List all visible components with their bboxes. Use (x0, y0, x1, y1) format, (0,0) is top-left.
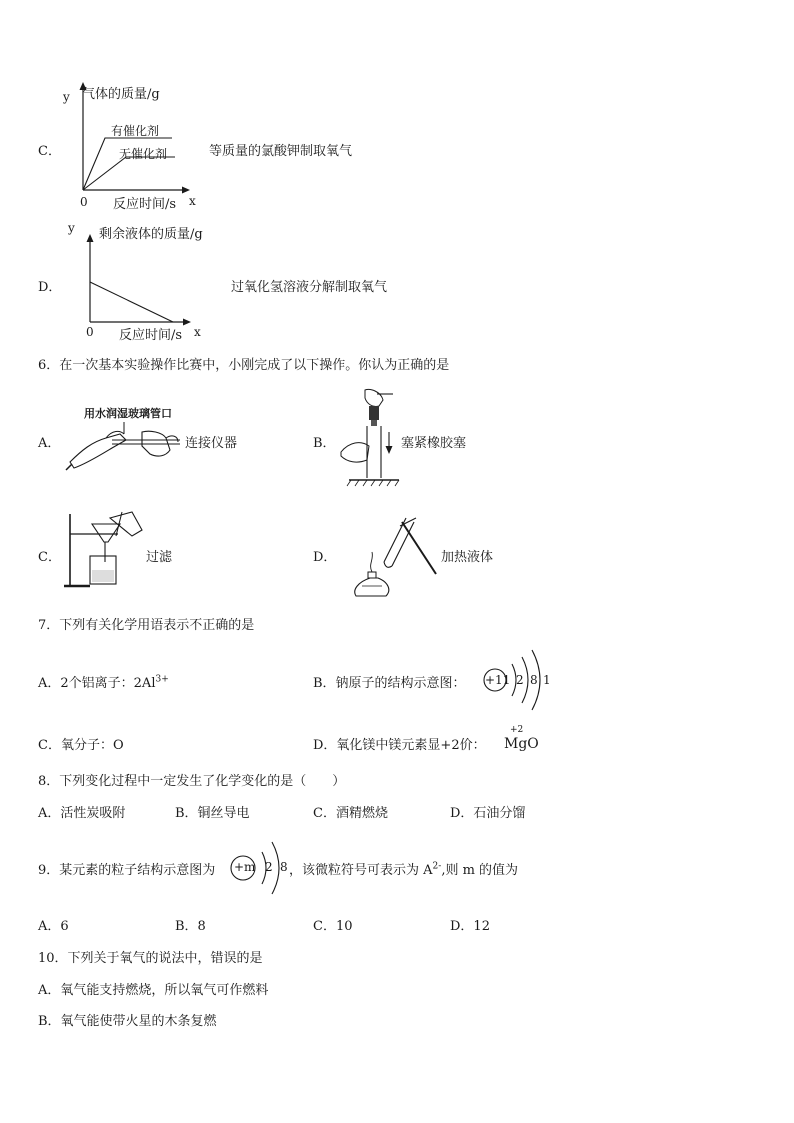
q6-a-label: 连接仪器 (185, 436, 238, 451)
sodium-shell-2: 8 (530, 673, 538, 687)
mgo-formula: MgO (504, 736, 539, 752)
q7-a-option[interactable]: A．2个铝离子：$2Al^{3+}$ (38, 674, 169, 691)
q8-stem: 8．下列变化过程中一定发生了化学变化的是（ ） (38, 774, 346, 789)
q9-stem-start: 9．某元素的粒子结构示意图为 (38, 863, 216, 878)
q6-stem: 6．在一次基本实验操作比赛中，小刚完成了以下操作。你认为正确的是 (38, 358, 450, 373)
q7-stem: 7．下列有关化学用语表示不正确的是 (38, 618, 255, 633)
q9-shell-2: 8 (280, 860, 288, 874)
q7-d-option[interactable]: D．氧化镁中镁元素显+2价： (313, 738, 486, 753)
q8-option-a[interactable]: A．活性炭吸附 (38, 806, 126, 821)
q6-a-letter: A． (38, 436, 61, 451)
q6-c-letter: C． (38, 550, 61, 565)
q6-d-letter: D． (313, 550, 337, 565)
q5c-y-axis-letter: y (63, 90, 70, 104)
q5c-line2-label: 无催化剂 (119, 147, 168, 161)
q5-option-c-letter: C． (38, 144, 61, 159)
q9-option-a[interactable]: A．6 (38, 919, 69, 934)
q10-stem: 10．下列关于氧气的说法中，错误的是 (38, 951, 263, 966)
q10-option-a[interactable]: A．氧气能支持燃烧，所以氧气可作燃料 (38, 983, 269, 998)
q9-nucleus-charge: +m (234, 860, 256, 874)
q5d-x-axis-letter: x (194, 325, 201, 339)
q9-shell-1: 2 (265, 860, 273, 874)
q6-c-illustration (62, 510, 152, 590)
q7-b-option[interactable]: B．钠原子的结构示意图： (313, 676, 466, 691)
q9-option-d[interactable]: D．12 (450, 919, 490, 934)
q5d-description: 过氧化氢溶液分解制取氧气 (231, 280, 388, 295)
q6-c-label: 过滤 (146, 550, 173, 565)
q5d-x-axis-label: 反应时间/s (119, 328, 183, 343)
q6-d-label: 加热液体 (441, 550, 494, 565)
q6-a-illustration (62, 420, 182, 470)
q8-option-b[interactable]: B．铜丝导电 (175, 806, 250, 821)
q5c-x-axis-label: 反应时间/s (113, 197, 177, 212)
q6-b-label: 塞紧橡胶塞 (401, 436, 467, 451)
q9-option-c[interactable]: C．10 (313, 919, 353, 934)
q5c-x-axis-letter: x (189, 194, 196, 208)
q5d-y-axis-letter: y (68, 221, 75, 235)
q7-c-option[interactable]: C．氧分子：O (38, 738, 124, 753)
q5c-y-axis-label: 气体的质量/g (82, 87, 160, 102)
sodium-shell-1: 2 (516, 673, 524, 687)
q6-a-caption: 用水润湿玻璃管口 (84, 407, 172, 420)
mg-valence-mark: +2 (510, 725, 524, 735)
q6-b-letter: B． (313, 436, 336, 451)
q5c-description: 等质量的氯酸钾制取氧气 (209, 144, 353, 159)
q8-option-c[interactable]: C．酒精燃烧 (313, 806, 388, 821)
sodium-nucleus-charge: +11 (485, 673, 511, 687)
q5d-origin: 0 (86, 325, 94, 339)
q6-b-illustration (337, 388, 407, 488)
q5c-line1-label: 有催化剂 (111, 124, 160, 138)
q5-option-d-letter: D． (38, 280, 62, 295)
q10-option-b[interactable]: B．氧气能使带火星的木条复燃 (38, 1014, 217, 1029)
sodium-shell-3: 1 (543, 673, 551, 687)
q8-option-d[interactable]: D．石油分馏 (450, 806, 526, 821)
q5c-origin: 0 (80, 195, 88, 209)
q9-option-b[interactable]: B．8 (175, 919, 206, 934)
q6-d-illustration (344, 512, 440, 602)
q9-stem-end: ，该微粒符号可表示为 $A^{2-}$,则 m 的值为 (289, 861, 519, 878)
q5d-y-axis-label: 剩余液体的质量/g (99, 227, 203, 242)
